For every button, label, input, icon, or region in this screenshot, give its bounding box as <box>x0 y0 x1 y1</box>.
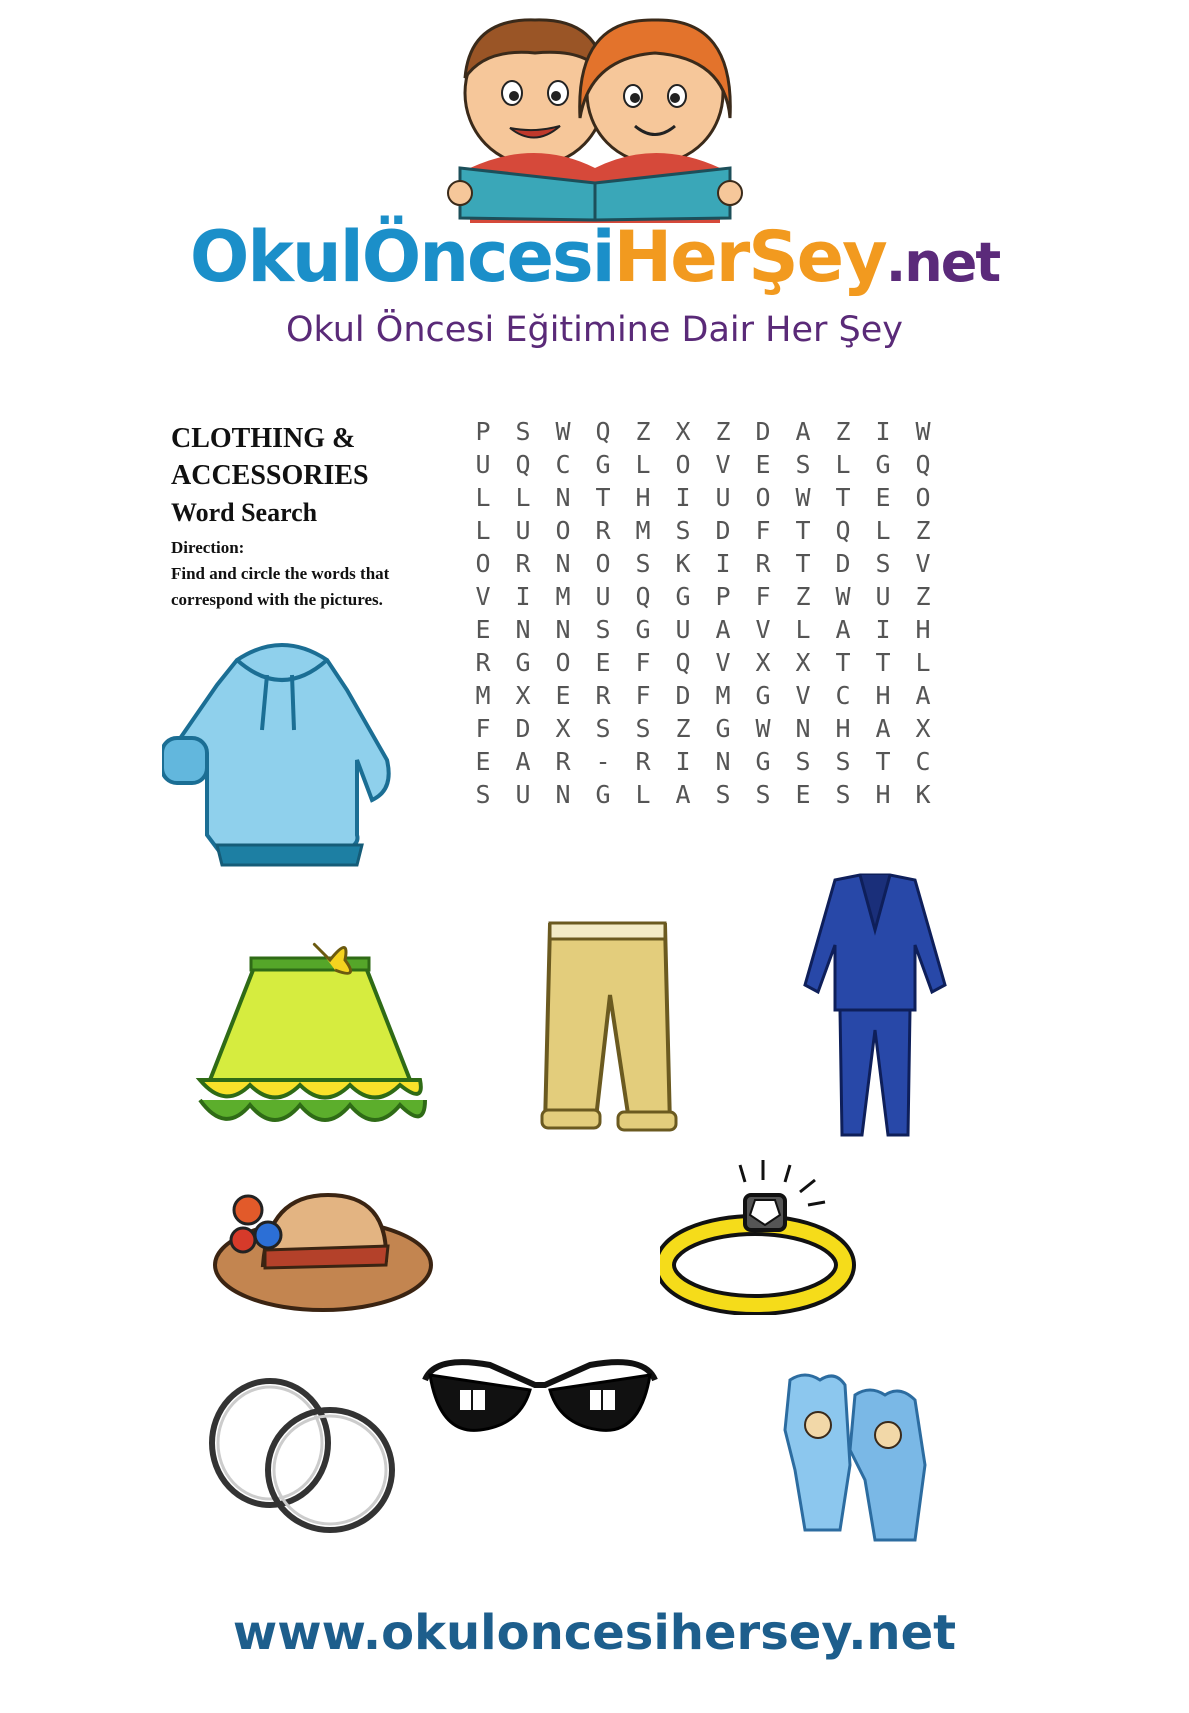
grid-cell[interactable]: M <box>635 516 651 545</box>
grid-cell[interactable]: L <box>635 450 651 479</box>
grid-cell[interactable]: H <box>875 780 891 809</box>
grid-cell[interactable]: L <box>515 483 531 512</box>
grid-cell[interactable]: Z <box>835 417 851 446</box>
grid-cell[interactable]: X <box>795 648 811 677</box>
grid-cell[interactable]: Z <box>795 582 811 611</box>
grid-row <box>463 679 943 712</box>
grid-cell[interactable]: S <box>515 417 531 446</box>
grid-cell[interactable]: K <box>675 549 691 578</box>
grid-cell[interactable]: I <box>675 483 691 512</box>
grid-cell[interactable]: E <box>595 648 611 677</box>
grid-cell[interactable]: A <box>715 615 731 644</box>
grid-cell[interactable]: D <box>835 549 851 578</box>
ring-icon <box>660 1160 860 1315</box>
grid-cell[interactable]: C <box>555 450 571 479</box>
brand-name <box>0 216 1189 298</box>
grid-cell[interactable]: S <box>795 450 811 479</box>
grid-row <box>463 415 943 448</box>
grid-cell[interactable]: T <box>875 648 891 677</box>
grid-cell[interactable]: Q <box>635 582 651 611</box>
grid-cell[interactable]: G <box>755 747 771 776</box>
grid-cell[interactable]: N <box>515 615 531 644</box>
title-line-2: ACCESSORIES <box>171 460 369 491</box>
grid-cell[interactable]: X <box>675 417 691 446</box>
grid-cell[interactable]: R <box>475 648 491 677</box>
title-line-1: CLOTHING & <box>171 423 356 454</box>
grid-cell[interactable]: E <box>475 615 491 644</box>
grid-cell[interactable]: L <box>875 516 891 545</box>
grid-cell[interactable]: O <box>675 450 691 479</box>
grid-cell[interactable]: H <box>875 681 891 710</box>
grid-cell[interactable]: N <box>555 615 571 644</box>
grid-cell[interactable]: Q <box>835 516 851 545</box>
grid-cell[interactable]: L <box>915 648 931 677</box>
grid-cell[interactable]: M <box>475 681 491 710</box>
grid-cell[interactable]: W <box>755 714 771 743</box>
grid-cell[interactable]: N <box>555 483 571 512</box>
grid-row <box>463 547 943 580</box>
grid-cell[interactable]: I <box>875 417 891 446</box>
grid-cell[interactable]: V <box>795 681 811 710</box>
grid-cell[interactable]: Z <box>675 714 691 743</box>
grid-cell[interactable]: M <box>555 582 571 611</box>
grid-cell[interactable]: U <box>515 780 531 809</box>
grid-cell[interactable]: S <box>715 780 731 809</box>
grid-cell[interactable]: H <box>635 483 651 512</box>
grid-cell[interactable]: Z <box>635 417 651 446</box>
grid-cell[interactable]: R <box>595 516 611 545</box>
grid-cell[interactable]: S <box>835 780 851 809</box>
grid-cell[interactable]: P <box>475 417 491 446</box>
grid-cell[interactable]: E <box>875 483 891 512</box>
grid-cell[interactable]: D <box>515 714 531 743</box>
footer-website-url[interactable]: www.okuloncesihersey.net <box>232 1605 957 1661</box>
grid-cell[interactable]: I <box>875 615 891 644</box>
grid-cell[interactable]: G <box>515 648 531 677</box>
grid-cell[interactable]: S <box>595 714 611 743</box>
grid-cell[interactable]: D <box>715 516 731 545</box>
brand-part-1: OkulÖncesi <box>189 216 614 298</box>
grid-cell[interactable]: I <box>675 747 691 776</box>
grid-cell[interactable]: G <box>875 450 891 479</box>
grid-cell[interactable]: F <box>755 582 771 611</box>
sunglasses-icon <box>420 1345 660 1455</box>
grid-cell[interactable]: O <box>555 648 571 677</box>
grid-cell[interactable]: N <box>555 549 571 578</box>
hat-icon <box>208 1180 433 1315</box>
grid-cell[interactable]: X <box>515 681 531 710</box>
grid-cell[interactable]: C <box>835 681 851 710</box>
grid-cell[interactable]: G <box>595 780 611 809</box>
grid-cell[interactable]: M <box>715 681 731 710</box>
grid-cell[interactable]: S <box>755 780 771 809</box>
tagline: Okul Öncesi Eğitimine Dair Her Şey <box>286 310 903 350</box>
grid-cell[interactable]: W <box>555 417 571 446</box>
grid-cell[interactable]: O <box>915 483 931 512</box>
grid-cell[interactable]: H <box>835 714 851 743</box>
direction-text: Find and circle the words that correspond with the pictures. <box>171 564 390 609</box>
grid-cell[interactable]: F <box>755 516 771 545</box>
grid-cell[interactable]: U <box>675 615 691 644</box>
grid-cell[interactable]: V <box>715 648 731 677</box>
grid-cell[interactable]: R <box>555 747 571 776</box>
grid-cell[interactable]: S <box>635 714 651 743</box>
grid-cell[interactable]: - <box>595 747 611 776</box>
grid-row <box>463 613 943 646</box>
grid-cell[interactable]: R <box>635 747 651 776</box>
grid-row <box>463 778 943 811</box>
word-search-grid <box>463 415 943 811</box>
grid-row <box>463 514 943 547</box>
suit-icon <box>800 870 950 1140</box>
grid-cell[interactable]: Q <box>915 450 931 479</box>
grid-cell[interactable]: A <box>835 615 851 644</box>
grid-cell[interactable]: U <box>515 516 531 545</box>
brand-part-3: .net <box>885 231 1000 294</box>
grid-cell[interactable]: A <box>515 747 531 776</box>
grid-cell[interactable]: T <box>835 648 851 677</box>
grid-cell[interactable]: A <box>675 780 691 809</box>
grid-cell[interactable]: Q <box>675 648 691 677</box>
grid-row <box>463 745 943 778</box>
grid-cell[interactable]: N <box>555 780 571 809</box>
grid-cell[interactable]: X <box>915 714 931 743</box>
grid-cell[interactable]: L <box>835 450 851 479</box>
grid-cell[interactable]: O <box>755 483 771 512</box>
grid-cell[interactable]: Z <box>915 516 931 545</box>
grid-cell[interactable]: I <box>515 582 531 611</box>
grid-cell[interactable]: W <box>835 582 851 611</box>
grid-cell[interactable]: T <box>795 549 811 578</box>
grid-cell[interactable]: S <box>675 516 691 545</box>
grid-cell[interactable]: T <box>795 516 811 545</box>
grid-cell[interactable]: A <box>875 714 891 743</box>
grid-cell[interactable]: I <box>715 549 731 578</box>
grid-cell[interactable]: V <box>915 549 931 578</box>
grid-cell[interactable]: F <box>475 714 491 743</box>
grid-cell[interactable]: S <box>595 615 611 644</box>
grid-cell[interactable]: X <box>555 714 571 743</box>
grid-cell[interactable]: L <box>795 615 811 644</box>
grid-cell[interactable]: P <box>715 582 731 611</box>
grid-cell[interactable]: U <box>875 582 891 611</box>
grid-cell[interactable]: W <box>915 417 931 446</box>
grid-cell[interactable]: L <box>635 780 651 809</box>
grid-cell[interactable]: O <box>555 516 571 545</box>
grid-cell[interactable]: E <box>475 747 491 776</box>
grid-row <box>463 481 943 514</box>
grid-cell[interactable]: E <box>795 780 811 809</box>
grid-cell[interactable]: U <box>715 483 731 512</box>
grid-cell[interactable]: U <box>595 582 611 611</box>
grid-cell[interactable]: K <box>915 780 931 809</box>
trousers-icon <box>530 915 680 1135</box>
grid-row <box>463 646 943 679</box>
grid-cell[interactable]: R <box>595 681 611 710</box>
grid-cell[interactable]: V <box>755 615 771 644</box>
grid-cell[interactable]: S <box>835 747 851 776</box>
grid-cell[interactable]: G <box>635 615 651 644</box>
grid-cell[interactable]: F <box>635 648 651 677</box>
grid-cell[interactable]: N <box>715 747 731 776</box>
grid-cell[interactable]: R <box>515 549 531 578</box>
grid-cell[interactable]: S <box>635 549 651 578</box>
grid-cell[interactable]: D <box>675 681 691 710</box>
grid-cell[interactable]: Q <box>595 417 611 446</box>
worksheet-heading <box>171 420 461 613</box>
grid-cell[interactable]: H <box>915 615 931 644</box>
brand-part-2: HerŞey <box>613 216 886 298</box>
pullover-icon <box>162 630 402 870</box>
grid-cell[interactable]: G <box>755 681 771 710</box>
grid-cell[interactable]: F <box>635 681 651 710</box>
grid-cell[interactable]: S <box>875 549 891 578</box>
grid-cell[interactable]: G <box>675 582 691 611</box>
grid-cell[interactable]: N <box>795 714 811 743</box>
grid-cell[interactable]: C <box>915 747 931 776</box>
grid-cell[interactable]: T <box>835 483 851 512</box>
grid-cell[interactable]: O <box>595 549 611 578</box>
earrings-icon <box>205 1375 405 1535</box>
grid-cell[interactable]: Q <box>515 450 531 479</box>
gloves-icon <box>780 1370 930 1545</box>
grid-cell[interactable]: T <box>595 483 611 512</box>
grid-cell[interactable]: S <box>795 747 811 776</box>
grid-cell[interactable]: L <box>475 483 491 512</box>
grid-cell[interactable]: E <box>755 450 771 479</box>
title-line-3: Word Search <box>171 498 318 527</box>
skirt-icon <box>185 940 435 1140</box>
grid-row <box>463 712 943 745</box>
grid-cell[interactable]: W <box>795 483 811 512</box>
grid-cell[interactable]: R <box>755 549 771 578</box>
grid-cell[interactable]: G <box>715 714 731 743</box>
grid-cell[interactable]: Z <box>715 417 731 446</box>
grid-cell[interactable]: L <box>475 516 491 545</box>
grid-row <box>463 448 943 481</box>
grid-cell[interactable]: D <box>755 417 771 446</box>
grid-cell[interactable]: X <box>755 648 771 677</box>
grid-cell[interactable]: O <box>475 549 491 578</box>
grid-row <box>463 580 943 613</box>
grid-cell[interactable]: U <box>475 450 491 479</box>
kids-reading-logo-icon <box>440 8 750 223</box>
grid-cell[interactable]: V <box>715 450 731 479</box>
grid-cell[interactable]: T <box>875 747 891 776</box>
grid-cell[interactable]: Z <box>915 582 931 611</box>
grid-cell[interactable]: A <box>795 417 811 446</box>
grid-cell[interactable]: S <box>475 780 491 809</box>
grid-cell[interactable]: V <box>475 582 491 611</box>
grid-cell[interactable]: A <box>915 681 931 710</box>
direction-label: Direction: <box>171 538 245 557</box>
grid-cell[interactable]: G <box>595 450 611 479</box>
grid-cell[interactable]: E <box>555 681 571 710</box>
